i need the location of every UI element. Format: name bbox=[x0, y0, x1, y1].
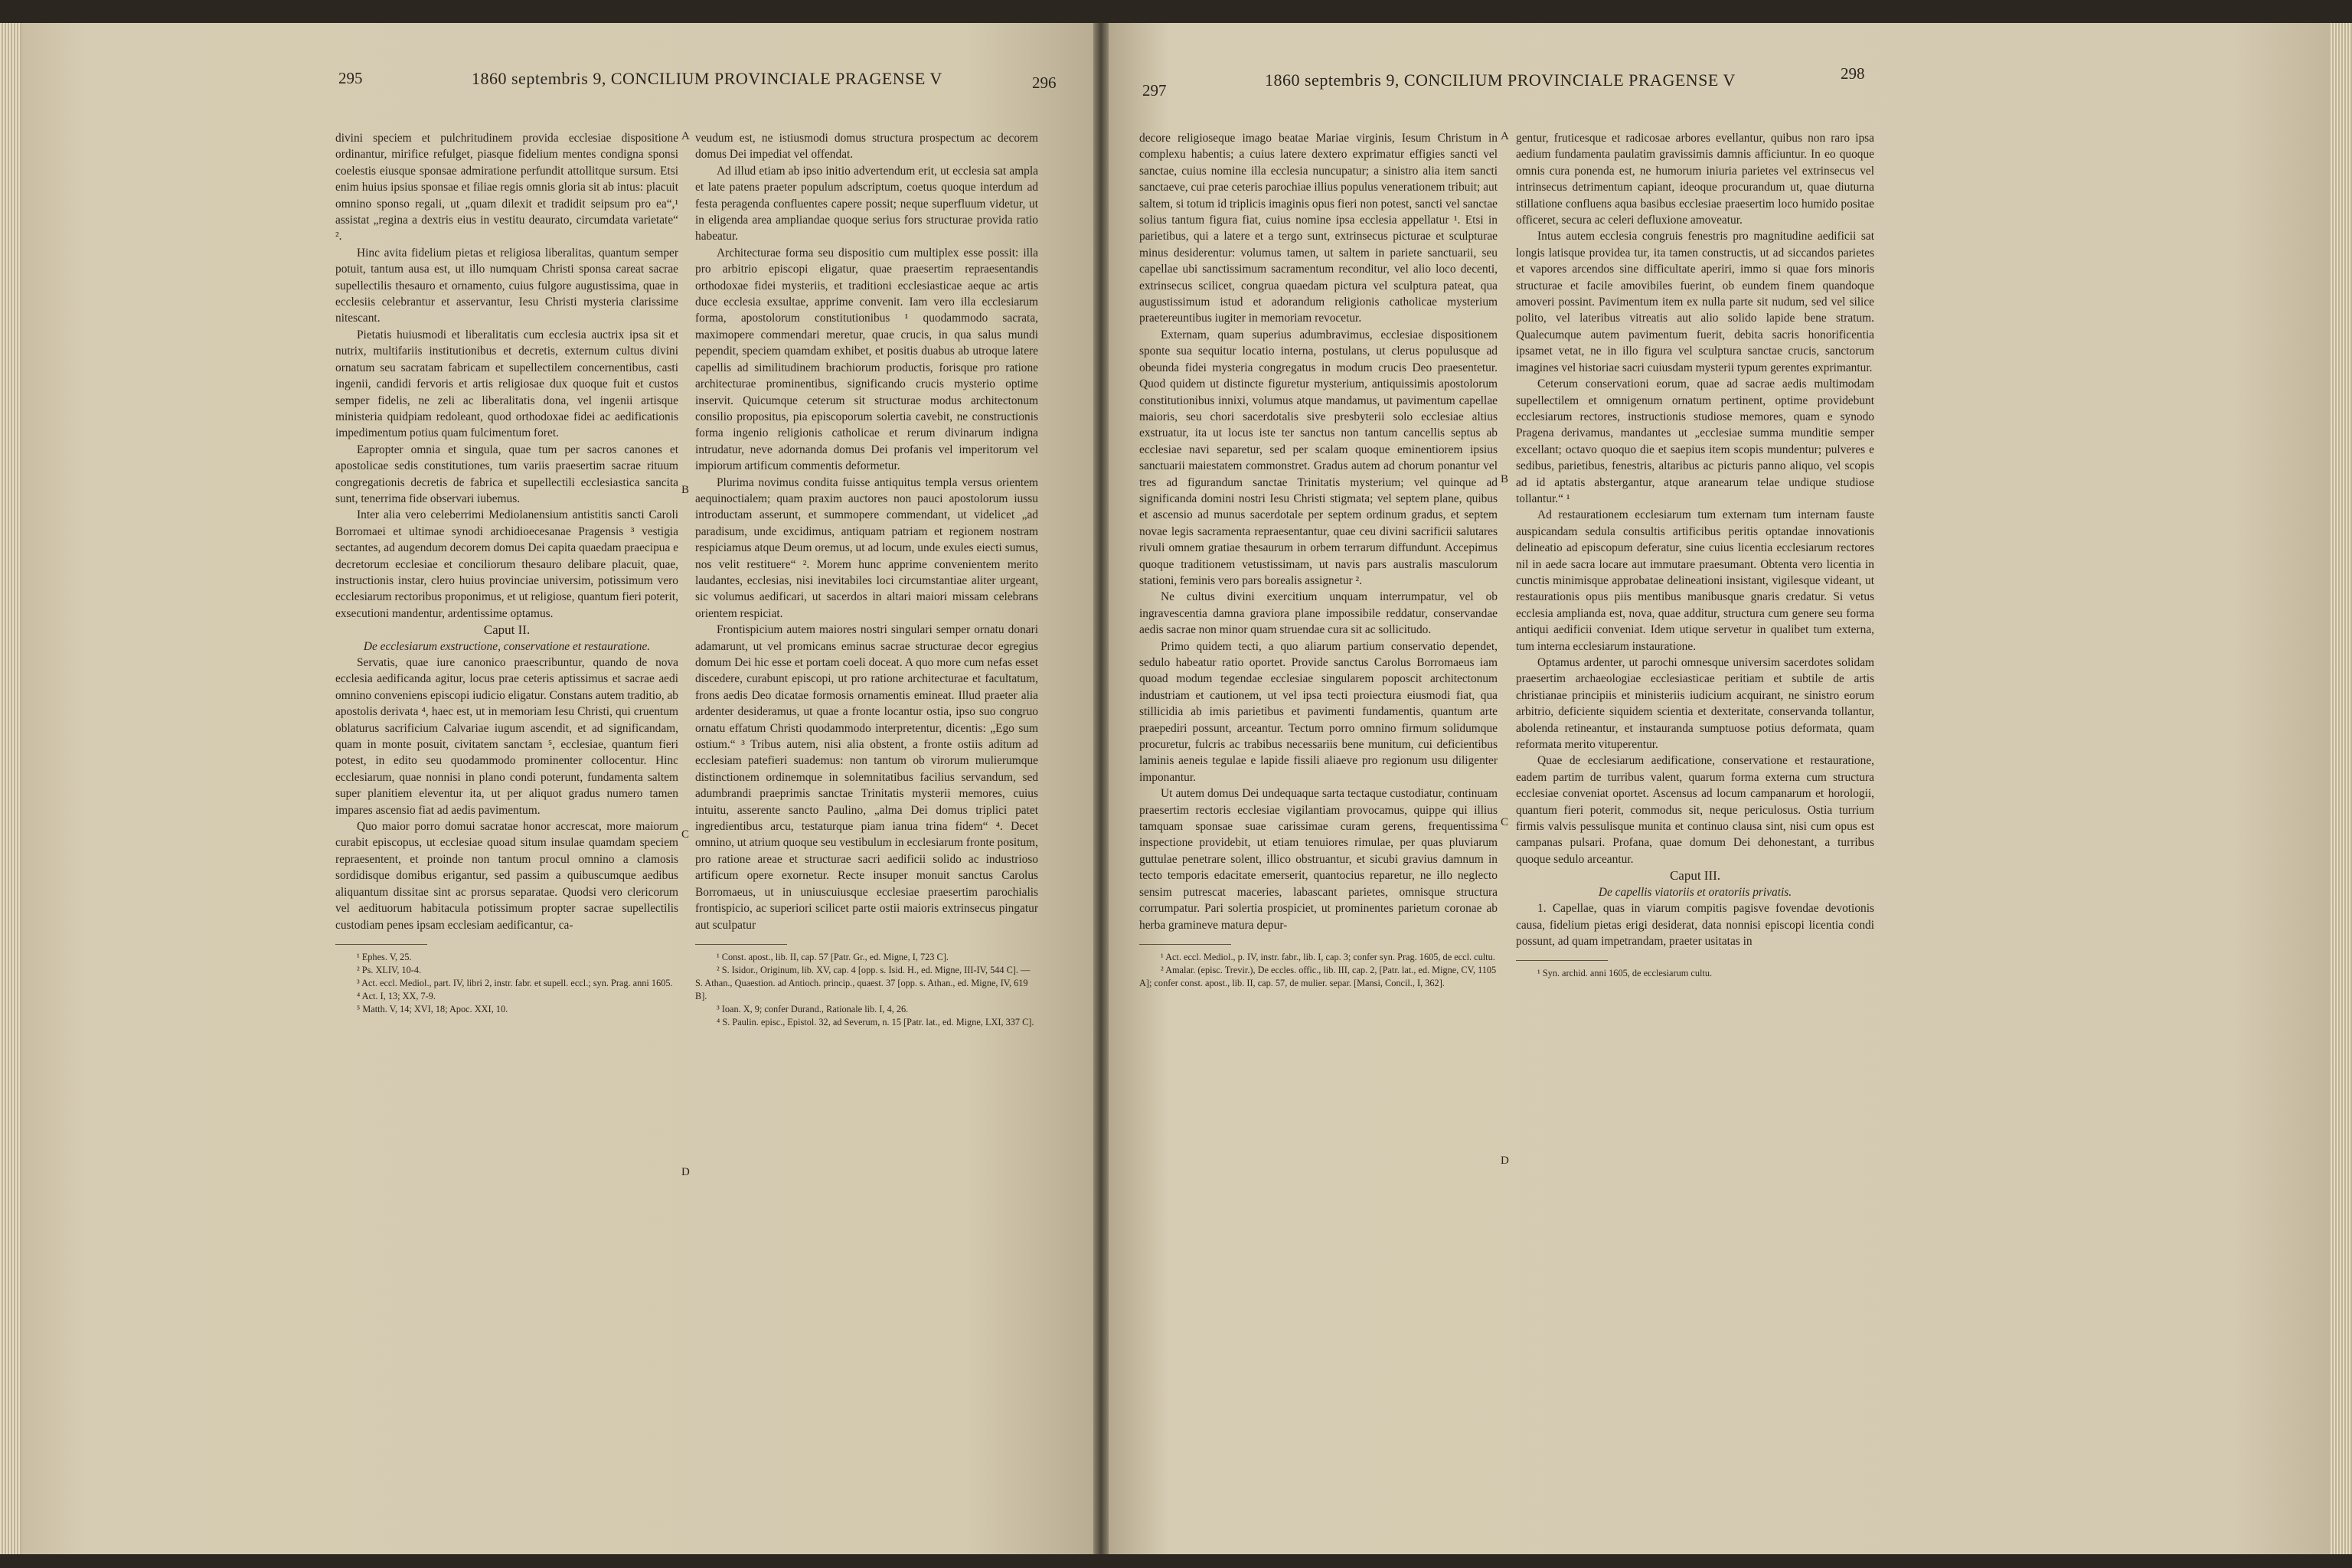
right-column-2 bbox=[1516, 130, 1874, 980]
footnote: ¹ Act. eccl. Mediol., p. IV, instr. fabr., lib. I, cap. 3; confer syn. Prag. 1605, de eccl. cultu. bbox=[1161, 951, 1495, 962]
margin-marker: A bbox=[681, 130, 690, 142]
left-page-edge bbox=[0, 23, 21, 1554]
paragraph: Quae de ecclesiarum aedificatione, conservatione et restauratione, eadem partim de turribus valent, quarum forma externa cum structura ecclesiae conveniat oportet. Ascensus ad locum campanarum et horologii, quantum fieri poterit, commodus sit, neque periculosus. Ostia turrium firmis valvis pessulisque munita et continuo clausa sint, nisi cum opus est campanas pulsari. Profana, quae domum Dei dehonestant, a turribus quoque sedulo arceantur. bbox=[1516, 754, 1874, 866]
footnote: ¹ Syn. archid. anni 1605, de ecclesiarum cultu. bbox=[1537, 968, 1713, 979]
footnote: ⁴ S. Paulin. episc., Epistol. 32, ad Severum, n. 15 [Patr. lat., ed. Migne, LXI, 337 C]. bbox=[717, 1016, 1034, 1027]
margin-marker: B bbox=[1501, 473, 1509, 485]
footnote: ¹ Ephes. V, 25. bbox=[357, 951, 412, 962]
left-column-2 bbox=[695, 130, 1038, 1029]
paragraph: veudum est, ne istiusmodi domus structura prospectum ac decorem domus Dei impediat vel offendat. bbox=[695, 132, 1038, 162]
footnote: ³ Ioan. X, 9; confer Durand., Rationale lib. I, 4, 26. bbox=[717, 1003, 909, 1014]
running-title: 1860 septembris 9, CONCILIUM PROVINCIALE PRAGENSE V bbox=[472, 69, 942, 88]
paragraph: Frontispicium autem maiores nostri singulari semper ornatu donari adamarunt, ut vel promicans eminus sacrae structurae decor egregius domum Dei hic esse et portam coeli doceat. A quo more cum nefas esset discedere, curabunt episcopi, ut pro ratione architecturae et facultatum, frons aedis Deo dicatae formosis ornamentis emineat. Illud praeter alia ardenter desideramus, ut quae a fronte locantur ostia, ipso suo congruo ornatu effatum Christi quodammodo interpretentur, dicentis: „Ego sum ostium.“ ³ Tribus autem, nisi alia obstent, a fronte ostiis aditum ad ecclesiam patefieri suademus: non tantum ob virorum mulierumque distinctionem ordinemque in solemnitatibus facilius servandum, sed adumbrandi praeprimis sanctae Trinitatis mysterii memores, cuius intuitu, asserente sancto Paulino, „alma Dei domus triplici patet ingredientibus arcu, testaturque piam ianua trina fidem“ ⁴. Decet omnino, ut atrium quoque seu vestibulum in ecclesiarum fronte positum, pro ratione areae et structurae sacri aedificii solido ac industrioso artificum opere exornetur. Recte insuper monuit sanctus Carolus Borromaeus, ut in uniuscuiusque ecclesiae praesertim parochialis frontispicio, ac superiori scilicet parte ostii maioris extrinsecus pingatur aut sculpatur bbox=[695, 623, 1038, 932]
paragraph: Servatis, quae iure canonico praescribuntur, quando de nova ecclesia aedificanda agitur, locus prae ceteris aptissimus et sacrae aedi omnino conveniens episcopi iudicio eligatur. Constans autem traditio, ab apostolis derivata ⁴, haec est, ut in memoriam Iesu Christi, qui cruentum oblaturus sacrificium Calvariae iugum ascendit, et ad significandam, quam in monte posuit, civitatem sanctam ⁵, ecclesiae, quantum fieri potest, in edito seu quodammodo prominenter collocentur. Hinc ecclesiarum, quae nonnisi in plano condi poterunt, fundamenta saltem super planitiem eleventur ita, ut per aliquot gradus numero tamen impares ascensio fiat ad aedis pavimentum. bbox=[335, 656, 678, 817]
page-number: 295 bbox=[338, 69, 363, 87]
page-number: 296 bbox=[1032, 74, 1057, 92]
footnote: ² Amalar. (episc. Trevir.), De eccles. offic., lib. III, cap. 2, [Patr. lat., ed. Migne, CV, 1105 A]; confer const. apost., lib. II, cap. 57, de mulier. separ. [Mansi, Concil., I, 362]. bbox=[1139, 964, 1497, 988]
right-header bbox=[1109, 64, 2331, 100]
paragraph: Eapropter omnia et singula, quae tum per sacros canones et apostolicae sedis constitutiones, tum variis praesertim sacrae rituum congregationis decretis de fabrica et supellectili ecclesiastica sancita sunt, tenerrima fide observari iubemus. bbox=[335, 443, 678, 505]
chapter-subheading: De capellis viatoriis et oratoriis privatis. bbox=[1598, 885, 1792, 899]
running-title: 1860 septembris 9, CONCILIUM PROVINCIALE PRAGENSE V bbox=[1265, 70, 1736, 90]
footnote-rule bbox=[1139, 944, 1231, 945]
page-number: 297 bbox=[1142, 81, 1167, 100]
page-number: 298 bbox=[1841, 64, 1865, 83]
paragraph: Ne cultus divini exercitium unquam interrumpatur, vel ob ingravescentia damna graviora plane impossibile reddatur, conservandae aedis sacrae non minor quam struendae cura sit ac sollicitudo. bbox=[1139, 590, 1498, 637]
footnote: ⁵ Matth. V, 14; XVI, 18; Apoc. XXI, 10. bbox=[357, 1003, 508, 1014]
paragraph: Quo maior porro domui sacratae honor accrescat, more maiorum curabit episcopus, ut ecclesiae quoad situm insulae quamdam speciem repraesentent, et proinde non tantum procul omnino a clamosis sordidisque domibus erigantur, sed passim a quibuscumque aedibus aliquantum dissitae sint ac prorsus separatae. Quodsi vero clericorum vel aedituorum habitacula potissimum propter sacrae supellectilis custodiam penes ipsam ecclesiam aedificantur, ca- bbox=[335, 820, 678, 932]
chapter-subheading: De ecclesiarum exstructione, conservatione et restauratione. bbox=[363, 639, 651, 653]
margin-marker: D bbox=[1501, 1155, 1509, 1167]
chapter-heading: Caput II. bbox=[483, 622, 531, 638]
paragraph: Architecturae forma seu dispositio cum multiplex esse possit: illa pro arbitrio episcopi eligatur, quae praesertim repraesentandis orthodoxae fidei mysteriis, et traditioni ecclesiasticae aeque ac artis duce ecclesia exsultae, apprime convenit. Iam vero illa ecclesiarum forma, apostolorum constitutionibus ¹ quodammodo sacrata, maximopere commendari meretur, quae crucis, in qua salus mundi pependit, speciem quamdam exhibet, et positis duabus ab utroque latere capellis ad similitudinem brachiorum productis, forisque pro ratione architecturae prominentibus, significando crucis mysterio optime inservit. Quicumque ceterum sit structurae modus architectonum consilio propositus, pia episcoporum solertia cavebit, ne constructionis forma ingenio religionis catholicae et rerum divinarum indigna intrudatur, neve adornanda domus Dei profanis vel imperitorum vel impiorum artificum commentis deformetur. bbox=[695, 246, 1038, 473]
margin-marker: C bbox=[1501, 816, 1509, 828]
paragraph: Optamus ardenter, ut parochi omnesque universim sacerdotes solidam praesertim archaeologiae ecclesiasticae peritiam et subtile de artis christianae principiis et ministeriis iudicium acquirant, ne sinistro eorum arbitrio, deficiente siquidem scientia et dexteritate, conservanda tollantur, abolenda retineantur, et instauranda sumptuose potius deformata, quam reformata merito vituperentur. bbox=[1516, 656, 1874, 752]
paragraph: Pietatis huiusmodi et liberalitatis cum ecclesia auctrix ipsa sit et nutrix, multifariis institutionibus et decretis, externum cultus divini ornatum seu sacratam fabricam et supellectilem concernentibus, casti ingenii, candidi fervoris et artis religiosae dux quoque fuit et custos semper fidelis, ne zeli ac liberalitatis dona, vel ingenii artisque ministeria quidpiam redoleant, quod orthodoxae fidei ac aedificationis impedimentum potius quam fulcimentum foret. bbox=[335, 328, 678, 440]
margin-marker: B bbox=[681, 484, 690, 496]
paragraph: Inter alia vero celeberrimi Mediolanensium antistitis sancti Caroli Borromaei et ultimae synodi archidioecesanae Pragensis ³ vestigia sectantes, ad augendum decorem domus Dei capita quaedam praecipua e decretorum ecclesiae et conciliorum thesauro delibare placuit, quae, instructionis instar, clero huius provinciae universim, potissimum vero ecclesiarum rectoribus proponimus, et ut religiose, quantum fieri poterit, exsecutioni mandentur, ardentissime optamus. bbox=[335, 508, 678, 620]
book-gutter bbox=[1093, 23, 1109, 1554]
footnote-rule bbox=[1516, 960, 1608, 961]
footnote: ¹ Const. apost., lib. II, cap. 57 [Patr. Gr., ed. Migne, I, 723 C]. bbox=[717, 951, 949, 962]
footnote: ⁴ Act. I, 13; XX, 7-9. bbox=[357, 990, 436, 1001]
footnote: ² Ps. XLIV, 10-4. bbox=[357, 964, 422, 975]
paragraph: gentur, fruticesque et radicosae arbores evellantur, quibus non raro ipsa aedium fundamenta paulatim gravissimis damnis afficiuntur. In eo quoque omnis cura ponenda est, ne humorum iniuria parietes vel extrinsecus vel intrinsecus detrimentum capiant, ideoque procurandum ut, quae diuturna stillatione confluens aqua basibus ecclesiae praesertim loco humido positae officeret, secura ac celeri defluxione amoveatur. bbox=[1516, 132, 1874, 227]
chapter-heading: Caput III. bbox=[1669, 868, 1721, 884]
paragraph: Externam, quam superius adumbravimus, ecclesiae dispositionem sponte sua sequitur locatio interna, postulans, ut clerus populusque ad obeunda fidei mysteria congregatus in modum crucis Deo praesentetur. Quod quidem ut distincte figuretur mysterium, antiquissimis apostolorum constitutionibus innixi, volumus atque mandamus, ut pavimentum capellae maioris, seu chori sacerdotalis sive presbyterii solo ecclesiae altius exstruatur, ita ut locus iste ter sanctus non tantum cancellis septus ab ecclesiae navi separetur, sed per scalam quoque eminentiorem ipsius sanctuarii maiestatem commonstret. Gradus autem ad chorum ponantur vel tres ad figurandum sanctae Trinitatis mysterium; vel quinque ad significanda domini nostri Iesu Christi stigmata; vel septem plane, quibus et ascensio ad munus sacerdotale per septem ordinum gradus, et septem novae legis sacramenta repraesentantur, quae ceu divini sacrificii salutares rivuli omnem gratiae thesaurum in orbem terrarum diffundunt. Accepimus quoque traditionem vetustissimam, ut navis pars australis masculorum stationi, feminis vero pars borealis assignetur ². bbox=[1139, 328, 1498, 587]
margin-marker: D bbox=[681, 1166, 690, 1178]
margin-marker: C bbox=[681, 828, 690, 841]
right-page bbox=[1109, 23, 2331, 1554]
footnote: ² S. Isidor., Originum, lib. XV, cap. 4 [opp. s. Isid. H., ed. Migne, III-IV, 544 C]. — S. Athan., Quaestion. ad Antioch. princip., quaest. 37 [opp. s. Athan., ed. Migne, IV, 619 B]. bbox=[695, 964, 1031, 1001]
paragraph: Intus autem ecclesia congruis fenestris pro magnitudine aedificii sat longis latisque providea tur, ita tamen constructis, ut ad siccandos parietes et vapores arcendos sine difficultate aperiri, immo si quae fors minoris structurae et facile amovibiles fuerint, ob eundem finem quandoque amoveri possint. Pavimentum item ex nulla parte sit nudum, sed vel silice polito, vel lateribus vitreatis aut alio solido lapide bene stratum. Qualecumque autem pavimentum fuerit, debita sacris honorificentia ipsamet vetat, ne in illo figura vel sculptura sanctae crucis, sanctorum imagines vel historiae sacri cuiusdam mysterii typum gerentes exprimantur. bbox=[1516, 230, 1874, 374]
paragraph: Primo quidem tecti, a quo aliarum partium conservatio dependet, sedulo habeatur ratio oportet. Provide sanctus Carolus Borromaeus iam quoad modum tegendae ecclesiae singularem poposcit architectonum industriam et cautionem, ut vel ipsa tecti proiectura eiusmodi fiat, qua stillicidia ab imis parietibus et pavimenti fundamentis, quantum arte praepediri possunt, arceantur. Tectum porro omnino firmum solidumque procuretur, fulcris ac trabibus necessariis bene munitum, cui deficientibus laminis aeneis tegulae e lapide fissili aliaeve pro regionum usu diligenter imponantur. bbox=[1139, 639, 1498, 784]
left-page bbox=[21, 23, 1093, 1554]
paragraph: Ad illud etiam ab ipso initio advertendum erit, ut ecclesia sat ampla et late patens praeter populum adscriptum, coetus quoque interdum ad festa peragenda confluentes capere possit; neque superfluum videtur, ut in eligenda area ampliandae quoque serius fors structurae provida ratio habeatur. bbox=[695, 164, 1038, 243]
left-column-1 bbox=[335, 130, 678, 1016]
left-header bbox=[21, 69, 1093, 100]
paragraph: Plurima novimus condita fuisse antiquitus templa versus orientem aequinoctialem; quam praxim auctores non pauci apostolorum iussu introductam asserunt, et summopere commendant, ut videlicet „ad paradisum, unde excidimus, antiquam patriam et regionem nostram respiciamus atque Deum oremus, ut ad locum, unde exules eiecti sumus, nos velit restituere“ ². Morem hunc apprime convenientem merito laudantes, ecclesias, nisi inevitabiles loci circumstantiae aliter urgeant, sic volumus aedificari, ut sacerdos in altari maiori missam celebrans orientem respiciat. bbox=[695, 475, 1038, 620]
footnote-rule bbox=[695, 944, 787, 945]
paragraph: Hinc avita fidelium pietas et religiosa liberalitas, quantum semper potuit, tantum ausa est, ut illo numquam Christi sponsa careat sacrae supellectilis thesauro et ornamento, cuius fulgore augustissima, quae in ecclesiis celebrantur et asservantur, Iesu Christi mysteria clarissime nitescant. bbox=[335, 246, 678, 325]
paragraph: Ad restaurationem ecclesiarum tum externam tum internam fauste auspicandam sedula consultis artificibus peritis optandae innovationis delineatio ad episcopum deferatur, sine cuius licentia ecclesiarum rectores nil in aede sacra locare aut immutare praesumant. Obtenta vero licentia in cunctis minimisque approbatae delineationi insistant, vigilesque videant, ut restaurationis opus piis mentibus manibusque gnaris credatur. Si vetus ecclesia amplianda est, nova, quae additur, structura cum genere seu forma antiqui aedificii conveniat. Idem utique servetur in qualibet tum externa, tum interna ecclesiarum instauratione. bbox=[1516, 508, 1874, 653]
paragraph: decore religioseque imago beatae Mariae virginis, Iesum Christum in complexu habentis; a cuius latere dextero exprimatur effigies sancti vel sanctae, cuius nomine illa ecclesia nuncupatur; a sinistro alia item sancti sanctaeve, cui prae ceteris parochiae illius populus venerationem tribuit; aut saltem, si totum id triplicis imaginis opus fieri non potest, sancti vel sanctae solius tantum figura fiat, cuius nomine ipsa ecclesia appellatur ¹. Etsi in parietibus, qui a latere et a tergo sunt, extrinsecus picturae et sculpturae minus desiderentur: volumus tamen, ut saltem in pariete sanctuarii, seu capellae ubi sanctissimum sacramentum reconditur, vel alio loco decenti, extrinsecus scilicet, congrua quaedam pictura vel sculptura pateat, qua augustissimum istud et adorandum religionis catholicae mysterium praetereuntibus iugiter in memoriam revocetur. bbox=[1139, 132, 1498, 325]
right-page-edge bbox=[2331, 23, 2352, 1554]
footnote: ³ Act. eccl. Mediol., part. IV, libri 2, instr. fabr. et supell. eccl.; syn. Prag. anni 1605. bbox=[357, 977, 673, 988]
paragraph: Ceterum conservationi eorum, quae ad sacrae aedis multimodam supellectilem et omnigenum ornatum pertinent, optime providebunt ecclesiarum rectores, instructionis studiose memores, quam e synodo Pragena derivamus, mandantes ut „ecclesiae summa munditie semper excellant; octavo quoquo die et saepius item scopis mundentur; pulveres e sedibus, parietibus, fenestris, altaribus ac picturis panno aliquo, vel scopis ad id aptatis abstergantur, atque aranearum telae undique studiose tollantur.“ ¹ bbox=[1516, 377, 1874, 505]
paragraph: 1. Capellae, quas in viarum compitis pagisve fovendae devotionis causa, fidelium pietas erigi desiderat, data nonnisi episcopi licentia condi possunt, ad quam impetrandam, praeter usitatas in bbox=[1516, 902, 1874, 948]
paragraph: Ut autem domus Dei undequaque sarta tectaque custodiatur, continuam praesertim rectoris ecclesiae vigilantiam provocamus, quippe qui illius tamquam sponsae suae carissimae curam gerens, frequentissima inspectione providebit, ut etiam tenuiores rimulae, per quas pluviarum guttulae penetrare solent, illico obstruantur, et sicubi gravius damnum in tecto temporis edacitate emerserit, quantocius reparetur, ne illo neglecto sensim putrescat maceries, labascant parietes, omnisque structura corrumpatur. Pari solertia prospiciet, ut prominentes parietum coronae ab herba gramineve matura depur- bbox=[1139, 787, 1498, 932]
paragraph: divini speciem et pulchritudinem provida ecclesiae dispositione ordinantur, mirifice refulget, piasque fidelium mentes condigna sponsi coelestis eiusque sponsae admiratione perfundit attollitque sursum. Etsi enim huius ipsius sponsae et filiae regis omnis gloria sit ab intus: placuit omnino sponso regali, ut „quam dilexit et tradidit seipsum pro ea“,¹ assistat „regina a dextris eius in vestitu deaurato, circumdata varietate“ ². bbox=[335, 132, 678, 243]
footnote-rule bbox=[335, 944, 427, 945]
margin-marker: A bbox=[1501, 130, 1509, 142]
right-column-1 bbox=[1139, 130, 1498, 990]
